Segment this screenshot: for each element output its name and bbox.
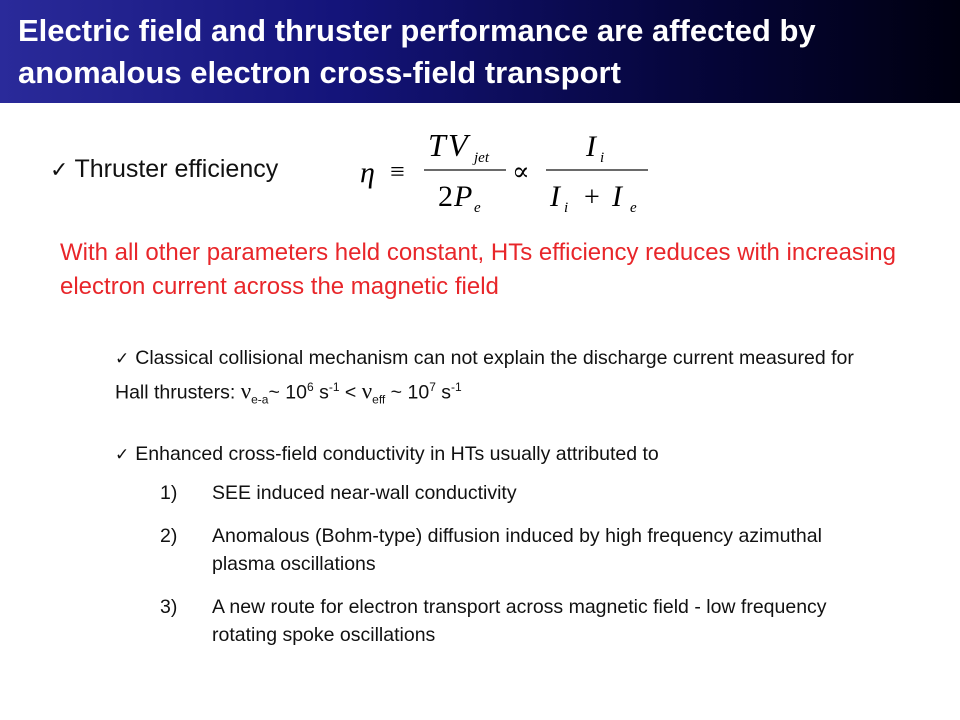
list-item-number: 2)	[160, 525, 178, 547]
formula-propto: ∝	[512, 157, 530, 186]
enhanced-conductivity-bullet	[115, 440, 875, 469]
formula-i-subscript-1: i	[600, 150, 605, 166]
nu-eff-subscript: eff	[372, 392, 386, 407]
formula-plus: +	[584, 182, 600, 213]
formula-I-denominator-2: I	[612, 180, 622, 213]
unit-2: s	[435, 381, 452, 404]
formula-I-numerator: I	[586, 130, 596, 163]
efficiency-statement: With all other parameters held constant, HTs efficiency reduces with increasing electron current across the magnetic field	[60, 239, 896, 300]
nu-e-a-subscript: e-a	[251, 392, 269, 407]
exponent-1: 6	[306, 380, 314, 394]
list-item-text: Anomalous (Bohm-type) diffusion induced by high frequency azimuthal plasma oscillations	[212, 525, 822, 575]
approx-value-2: ~ 10	[385, 381, 430, 404]
checkmark-icon: ✓	[50, 158, 69, 183]
less-than: <	[339, 381, 362, 404]
formula-e-subscript-2: e	[630, 200, 637, 216]
checkmark-icon: ✓	[115, 349, 130, 369]
formula-T: T	[428, 127, 446, 163]
unit-exponent-2: -1	[451, 380, 462, 394]
formula-e-subscript-1: e	[474, 200, 481, 216]
slide-title: Electric field and thruster performance are affected by anomalous electron cross-field transport	[18, 13, 816, 90]
formula-I-denominator-1: I	[550, 180, 560, 213]
classical-mechanism-bullet	[115, 344, 875, 413]
formula-i-subscript-2: i	[564, 200, 569, 216]
list-item-number: 1)	[160, 482, 178, 504]
efficiency-label: Thruster efficiency	[74, 155, 279, 183]
formula-P: P	[454, 180, 473, 213]
list-item	[160, 479, 860, 507]
formula-graphic	[356, 122, 656, 222]
exponent-2: 7	[429, 380, 436, 394]
checkmark-icon: ✓	[115, 445, 130, 465]
list-item	[160, 522, 860, 578]
efficiency-bullet	[50, 152, 278, 188]
list-item-text: A new route for electron transport across magnetic field - low frequency rotating spoke oscillations	[212, 596, 827, 646]
formula-eta: η	[360, 156, 375, 189]
nu-symbol: ν	[361, 378, 373, 404]
formula-jet-subscript: jet	[474, 150, 489, 166]
list-item	[160, 593, 860, 649]
title-bar	[0, 0, 960, 103]
causes-list	[160, 479, 860, 664]
list-item-text: SEE induced near-wall conductivity	[212, 482, 517, 504]
formula-V: V	[448, 127, 468, 163]
enhanced-conductivity-text: Enhanced cross-field conductivity in HTs usually attributed to	[135, 443, 659, 465]
formula-equiv: ≡	[390, 157, 405, 186]
approx-value-1: ~ 10	[268, 381, 307, 404]
unit-exponent-1: -1	[328, 380, 340, 394]
formula-two: 2	[438, 180, 453, 213]
efficiency-formula	[356, 122, 656, 222]
list-item-number: 3)	[160, 596, 178, 618]
unit-1: s	[313, 381, 329, 404]
nu-symbol: ν	[240, 378, 252, 404]
classical-mechanism-text: Classical collisional mechanism can not explain the discharge current measured for Hall thrusters:	[115, 347, 854, 404]
